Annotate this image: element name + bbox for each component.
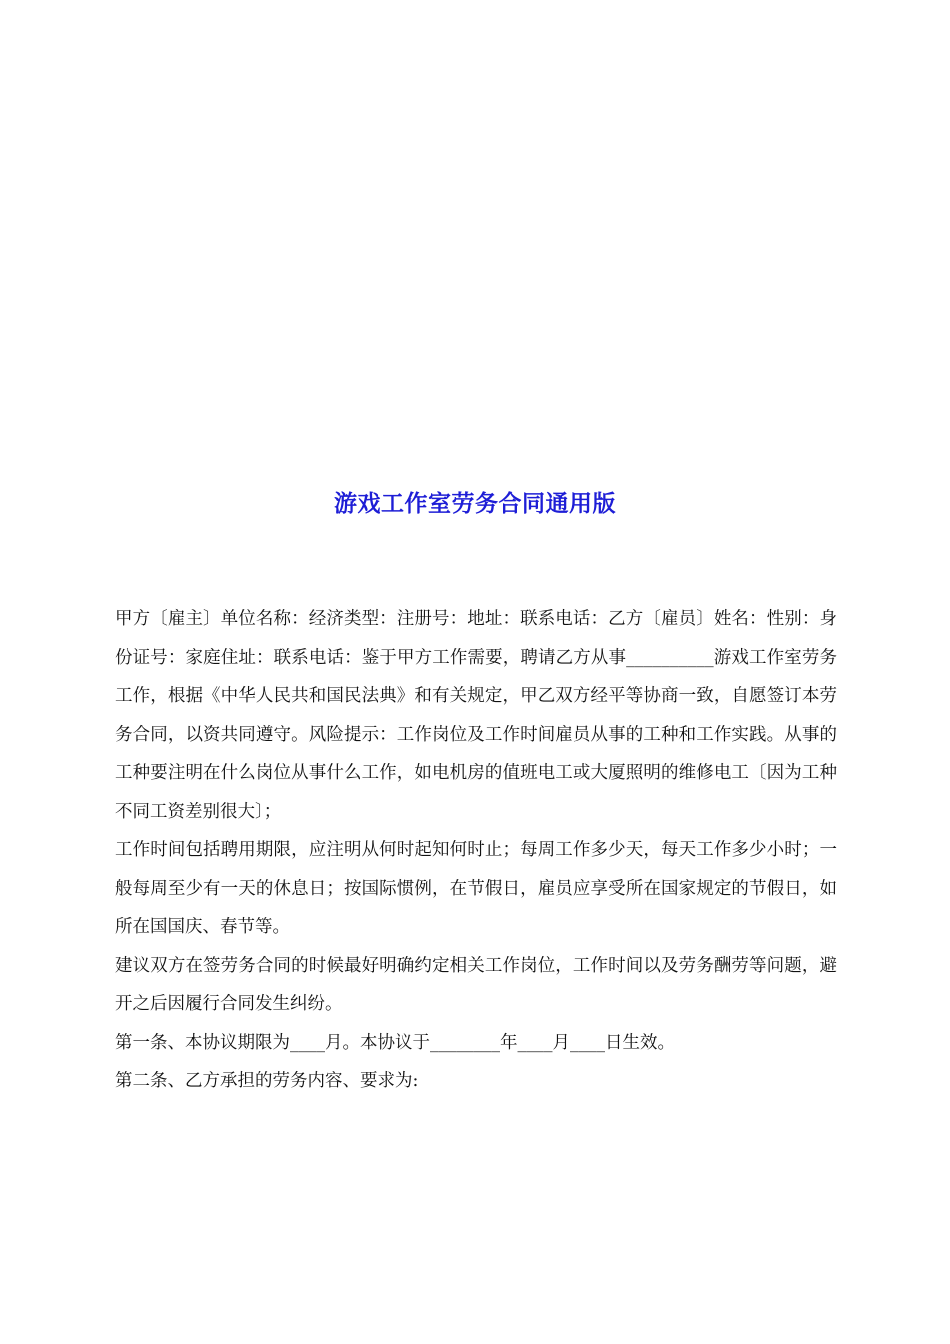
paragraph-article-1: 第一条、本协议期限为____月。本协议于________年____月____日生效。 xyxy=(115,1032,675,1053)
document-title: 游戏工作室劳务合同通用版 xyxy=(334,490,616,517)
paragraph-parties: 甲方〔雇主〕单位名称：经济类型：注册号：地址：联系电话：乙方〔雇员〕姓名：性别：身份证号：家庭住址：联系电话：鉴于甲方工作需要，聘请乙方从事__________游戏工作室劳务工作，根据《中华人民共和国民法典》和有关规定，甲乙双方经平等协商一致，自愿签订本劳务合同，以资共同遵守。风险提示：工作岗位及工作时间雇员从事的工种和工作实践。从事的工种要注明在什么岗位从事什么工作，如电机房的值班电工或大厦照明的维修电工〔因为工种不同工资差别很大〕； xyxy=(115,609,837,822)
paragraph-working-time: 工作时间包括聘用期限，应注明从何时起知何时止；每周工作多少天，每天工作多少小时；一般每周至少有一天的休息日；按国际惯例，在节假日，雇员应享受所在国家规定的节假日，如所在国国庆、春节等。 xyxy=(115,840,837,937)
paragraph-advice: 建议双方在签劳务合同的时候最好明确约定相关工作岗位，工作时间以及劳务酬劳等问题，避开之后因履行合同发生纠纷。 xyxy=(115,955,837,1014)
paragraph-article-2: 第二条、乙方承担的劳务内容、要求为: xyxy=(115,1071,419,1091)
document-body xyxy=(115,600,837,1101)
